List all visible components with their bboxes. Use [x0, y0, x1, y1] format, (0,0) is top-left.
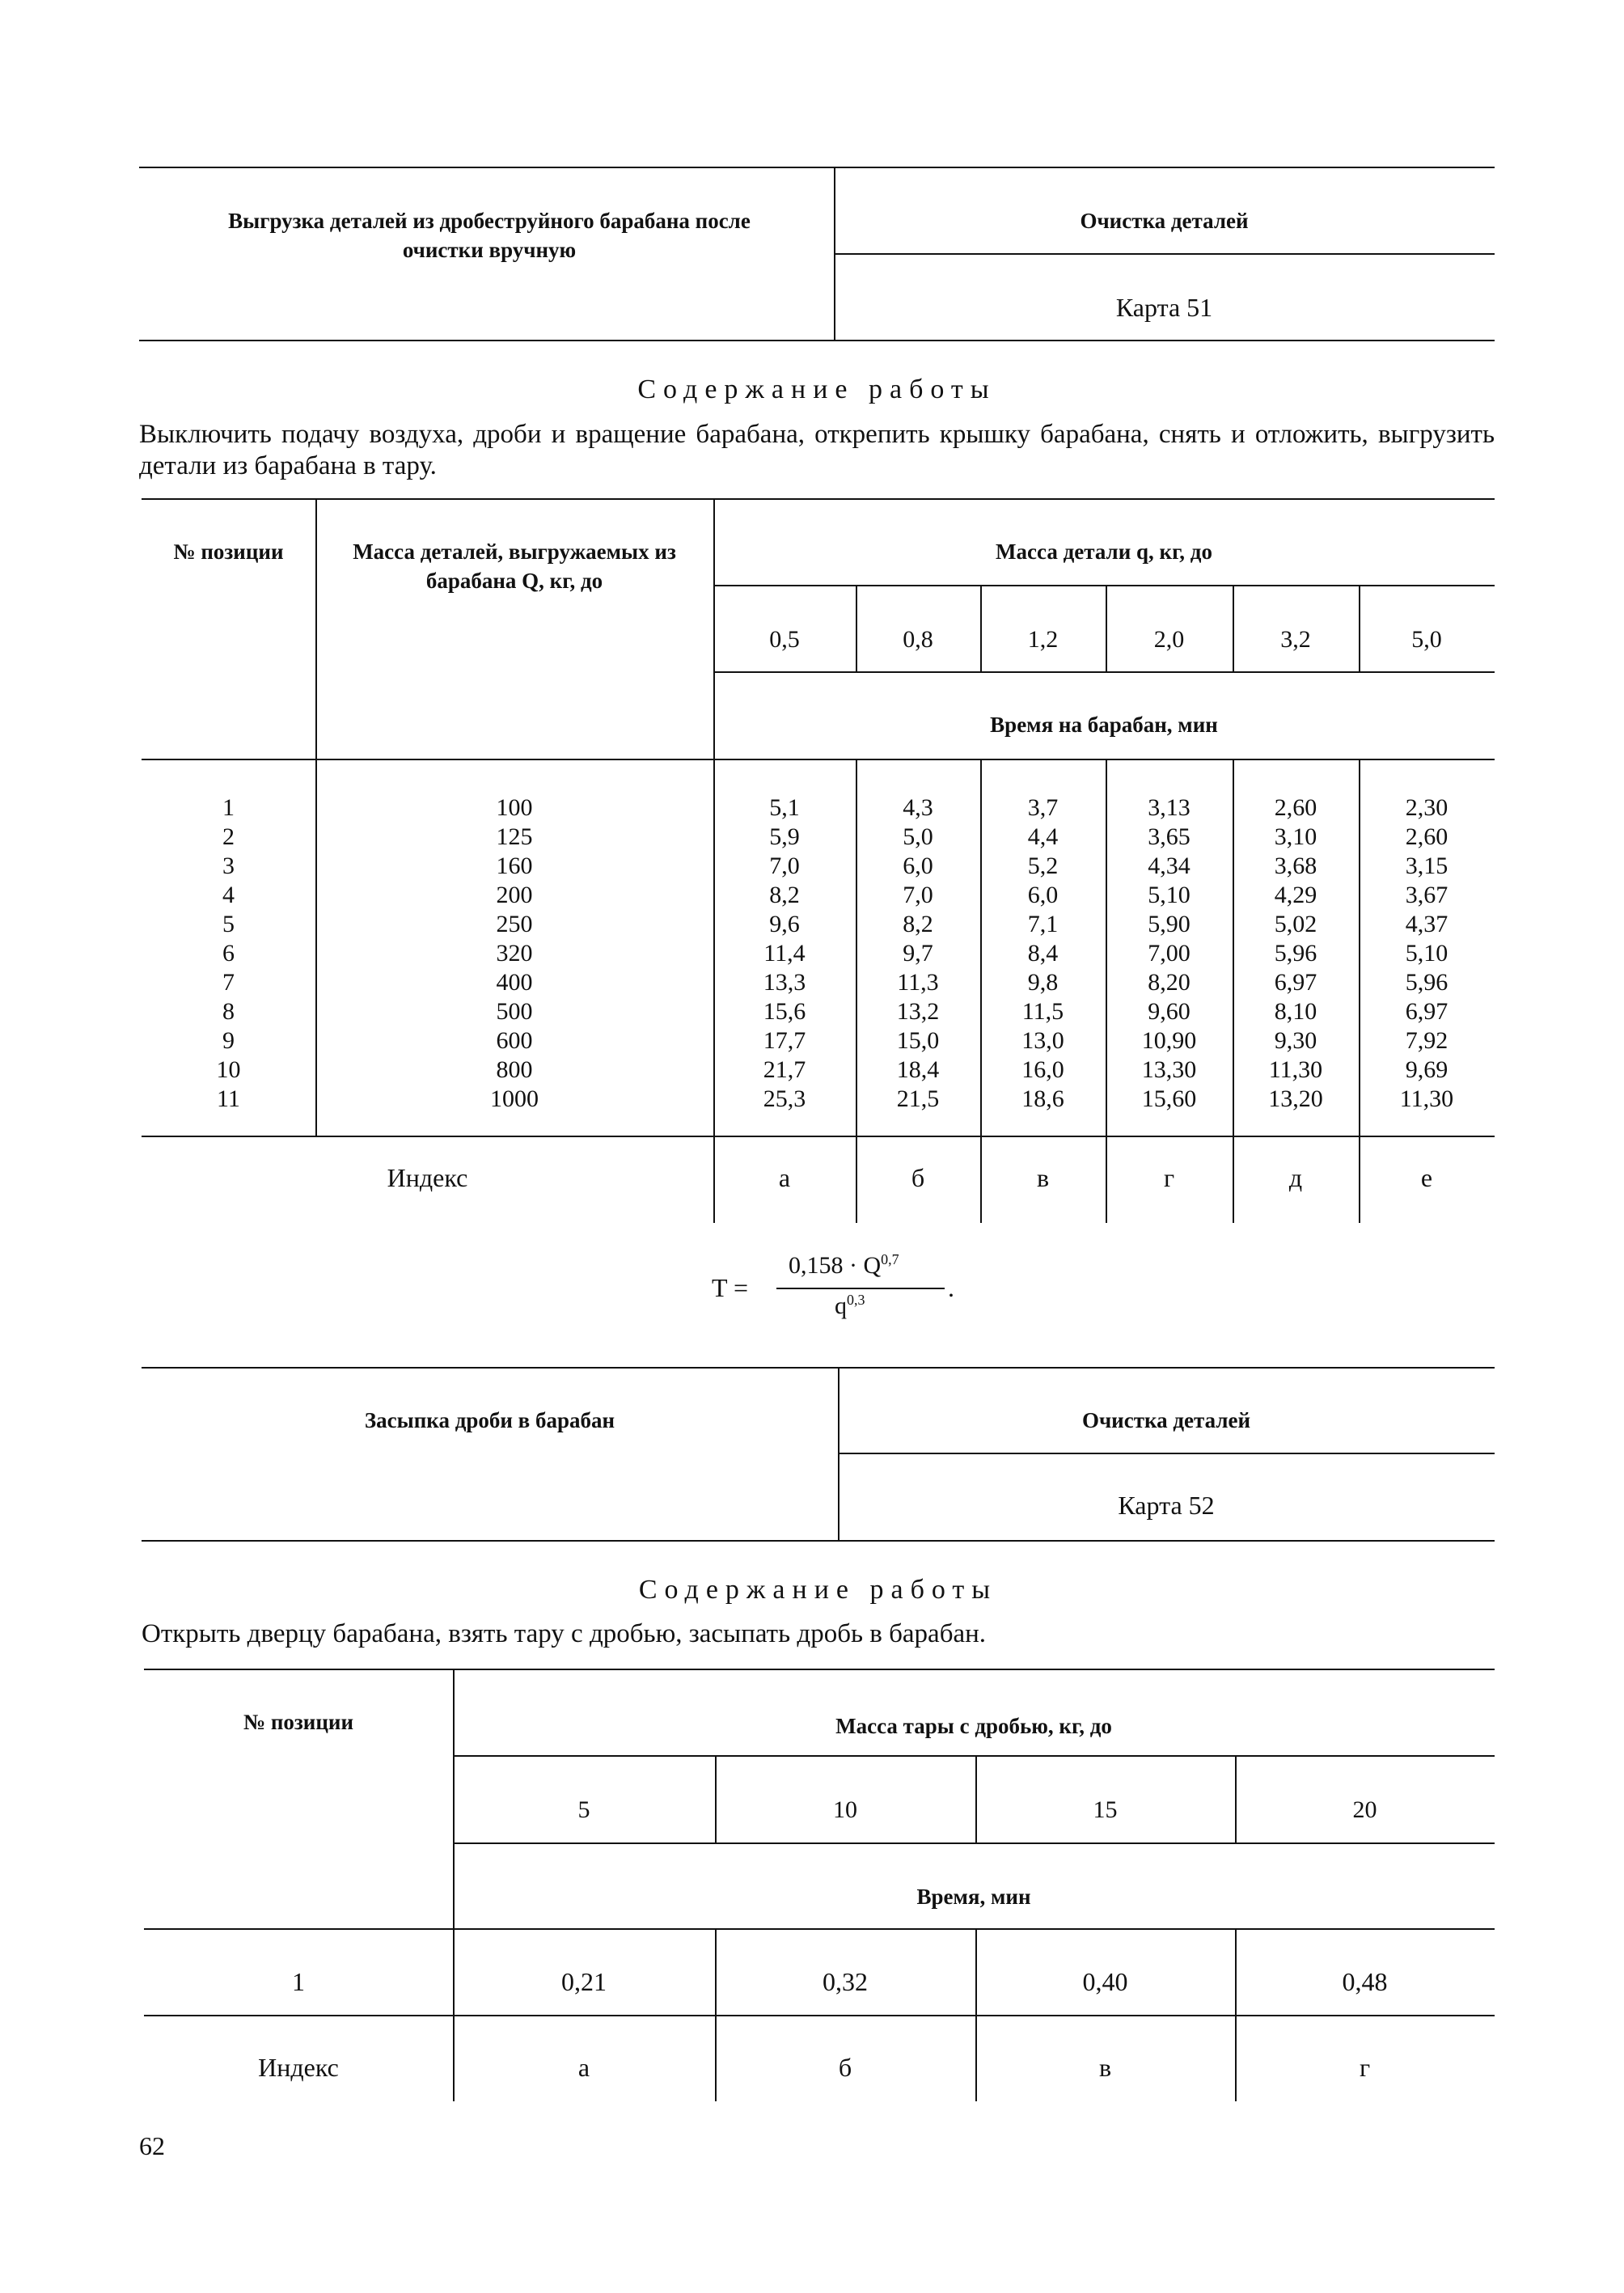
- table-cell: 7,92: [1405, 1027, 1448, 1054]
- positions-column: [142, 793, 315, 1114]
- table-cell: 400: [496, 969, 533, 996]
- index-cell: д: [1288, 1163, 1303, 1192]
- part-mass-header: 0,5: [769, 626, 800, 653]
- time-column-a: [713, 793, 856, 1114]
- batch-mass-column: [315, 793, 713, 1114]
- table-cell: 17,7: [763, 1027, 806, 1054]
- mass-header: 15: [1093, 1796, 1118, 1823]
- time-cell: 0,40: [1082, 1967, 1128, 1996]
- table-cell: 11,30: [1399, 1085, 1454, 1112]
- table-cell: 13,20: [1268, 1085, 1323, 1112]
- table-cell: 7,1: [1027, 911, 1059, 937]
- table-cell: 6,97: [1405, 998, 1448, 1025]
- formula-denominator: [835, 1292, 865, 1320]
- table-cell: 5,10: [1405, 940, 1448, 967]
- table-cell: 3,13: [1148, 794, 1191, 821]
- table-cell: 8: [222, 998, 235, 1025]
- card52-operation-title: Засыпка дроби в барабан: [364, 1408, 615, 1432]
- time-column-v: [980, 793, 1106, 1114]
- table-cell: 4,4: [1027, 823, 1059, 850]
- table-cell: 8,2: [903, 911, 933, 937]
- denominator-text: q: [835, 1292, 847, 1319]
- card51-section: Очистка деталей: [1080, 209, 1249, 233]
- part-mass-header: 1,2: [1027, 626, 1059, 653]
- table-cell: 2: [222, 823, 235, 850]
- index-cell: е: [1420, 1163, 1433, 1192]
- table-cell: 5,9: [769, 823, 800, 850]
- card52-content-text: Открыть дверцу барабана, взять тару с дробью, засыпать дробь в барабан.: [142, 1619, 987, 1648]
- table-cell: 11,4: [763, 940, 806, 967]
- index-cell: а: [778, 1163, 791, 1192]
- table-cell: 6,97: [1274, 969, 1317, 996]
- index-cell: б: [838, 2053, 852, 2082]
- index-cell: б: [911, 1163, 925, 1192]
- time-column-d: [1233, 793, 1359, 1114]
- table-cell: 5,0: [903, 823, 933, 850]
- table-cell: 9: [222, 1027, 235, 1054]
- table-cell: 11,5: [1021, 998, 1064, 1025]
- table-cell: 3,7: [1027, 794, 1059, 821]
- table-cell: 7,00: [1148, 940, 1191, 967]
- numerator-text: 0,158 · Q: [789, 1252, 882, 1279]
- formula-end: .: [948, 1273, 954, 1302]
- position-cell: 1: [292, 1967, 305, 1996]
- table-cell: 13,2: [896, 998, 940, 1025]
- col-header-position: № позиции: [173, 539, 284, 564]
- table-cell: 4,37: [1405, 911, 1448, 937]
- table-cell: 3,15: [1405, 852, 1448, 879]
- table-cell: 18,4: [896, 1056, 940, 1083]
- index-label: Индекс: [387, 1163, 468, 1192]
- page-number: 62: [139, 2131, 165, 2160]
- formula-numerator: [789, 1251, 899, 1280]
- table-cell: 6: [222, 940, 235, 967]
- table-cell: 15,60: [1141, 1085, 1197, 1112]
- table-cell: 8,4: [1027, 940, 1059, 967]
- table-cell: 8,20: [1148, 969, 1191, 996]
- table-cell: 2,60: [1274, 794, 1317, 821]
- table-cell: 5,10: [1148, 882, 1191, 908]
- time-column-e: [1359, 793, 1495, 1114]
- table-cell: 10: [216, 1056, 241, 1083]
- table-cell: 13,0: [1021, 1027, 1064, 1054]
- table-cell: 11: [217, 1085, 240, 1112]
- time-label: Время на барабан, мин: [990, 713, 1218, 737]
- table-cell: 5,2: [1027, 852, 1059, 879]
- table-cell: 1000: [490, 1085, 539, 1112]
- table-cell: 5,90: [1148, 911, 1191, 937]
- table-cell: 160: [496, 852, 533, 879]
- col-header-batch-mass: Масса деталей, выгружаемых из барабана Q, кг, до: [353, 539, 676, 593]
- card51-card-number: Карта 51: [1115, 293, 1213, 322]
- table-cell: 9,7: [903, 940, 933, 967]
- table-cell: 600: [496, 1027, 533, 1054]
- time-cell: 0,48: [1342, 1967, 1388, 1996]
- table-cell: 7,0: [769, 852, 800, 879]
- table-cell: 6,0: [1027, 882, 1059, 908]
- index-cell: г: [1163, 1163, 1175, 1192]
- table-cell: 21,7: [763, 1056, 806, 1083]
- table-cell: 5,96: [1274, 940, 1317, 967]
- card52-section: Очистка деталей: [1081, 1408, 1251, 1432]
- table-cell: 3: [222, 852, 235, 879]
- time-column-b: [856, 793, 980, 1114]
- table-cell: 9,60: [1148, 998, 1191, 1025]
- index-label: Индекс: [258, 2053, 339, 2082]
- table-cell: 10,90: [1141, 1027, 1197, 1054]
- table-cell: 16,0: [1021, 1056, 1064, 1083]
- mass-header: 5: [577, 1796, 590, 1823]
- table-cell: 3,68: [1274, 852, 1317, 879]
- table-cell: 7,0: [903, 882, 933, 908]
- index-cell: в: [1098, 2053, 1112, 2082]
- table-cell: 2,60: [1405, 823, 1448, 850]
- table-cell: 4,3: [903, 794, 933, 821]
- card52-card-number: Карта 52: [1118, 1491, 1215, 1520]
- table-cell: 5,96: [1405, 969, 1448, 996]
- index-cell: а: [577, 2053, 590, 2082]
- part-mass-header: 0,8: [903, 626, 933, 653]
- table-cell: 15,6: [763, 998, 806, 1025]
- table-cell: 25,3: [763, 1085, 806, 1112]
- col-header-mass: Масса тары с дробью, кг, до: [835, 1714, 1112, 1738]
- table-cell: 6,0: [903, 852, 933, 879]
- table-cell: 13,30: [1141, 1056, 1197, 1083]
- part-mass-header: 3,2: [1280, 626, 1311, 653]
- table-cell: 4,34: [1148, 852, 1191, 879]
- denominator-exponent: 0,3: [847, 1292, 865, 1308]
- formula-lhs: T =: [712, 1273, 749, 1302]
- table-cell: 4,29: [1274, 882, 1317, 908]
- mass-header: 20: [1352, 1796, 1377, 1823]
- table-cell: 11,3: [897, 969, 939, 996]
- table-cell: 200: [496, 882, 533, 908]
- part-mass-header: 2,0: [1153, 626, 1185, 653]
- mass-header: 10: [833, 1796, 857, 1823]
- numerator-exponent: 0,7: [881, 1251, 899, 1267]
- time-column-g: [1106, 793, 1233, 1114]
- table-cell: 9,30: [1274, 1027, 1317, 1054]
- table-cell: 3,10: [1274, 823, 1317, 850]
- card51-content-text: Выключить подачу воздуха, дроби и вращение барабана, открепить крышку барабана, снять и отложить, выгрузить детали из барабана в тару.: [139, 420, 1495, 480]
- table-cell: 4: [222, 882, 235, 908]
- table-cell: 15,0: [896, 1027, 940, 1054]
- part-mass-header: 5,0: [1411, 626, 1442, 653]
- table-cell: 3,67: [1405, 882, 1448, 908]
- table-cell: 7: [222, 969, 235, 996]
- card51-content-heading: Содержание работы: [637, 374, 996, 404]
- table-cell: 3,65: [1148, 823, 1191, 850]
- table-cell: 800: [496, 1056, 533, 1083]
- table-cell: 100: [496, 794, 533, 821]
- card51-operation-title: Выгрузка деталей из дробеструйного барабана после очистки вручную: [228, 209, 751, 262]
- table-cell: 250: [496, 911, 533, 937]
- table-cell: 9,8: [1027, 969, 1059, 996]
- table-cell: 13,3: [763, 969, 806, 996]
- index-cell: г: [1359, 2053, 1371, 2082]
- table-cell: 2,30: [1405, 794, 1448, 821]
- time-label: Время, мин: [916, 1885, 1031, 1909]
- table-cell: 500: [496, 998, 533, 1025]
- table-cell: 8,2: [769, 882, 800, 908]
- col-header-part-mass: Масса детали q, кг, до: [996, 539, 1212, 564]
- table-cell: 5: [222, 911, 235, 937]
- card52-content-heading: Содержание работы: [638, 1575, 998, 1605]
- time-cell: 0,21: [561, 1967, 607, 1996]
- table-cell: 11,30: [1268, 1056, 1323, 1083]
- table-cell: 9,69: [1405, 1056, 1448, 1083]
- table-cell: 125: [496, 823, 533, 850]
- table-cell: 1: [222, 794, 235, 821]
- table-cell: 21,5: [896, 1085, 940, 1112]
- table-cell: 5,1: [769, 794, 800, 821]
- index-cell: в: [1036, 1163, 1050, 1192]
- table-cell: 18,6: [1021, 1085, 1064, 1112]
- col-header-position: № позиции: [243, 1710, 353, 1734]
- table-cell: 320: [496, 940, 533, 967]
- table-cell: 8,10: [1274, 998, 1317, 1025]
- table-cell: 5,02: [1274, 911, 1317, 937]
- table-cell: 9,6: [769, 911, 800, 937]
- time-cell: 0,32: [823, 1967, 868, 1996]
